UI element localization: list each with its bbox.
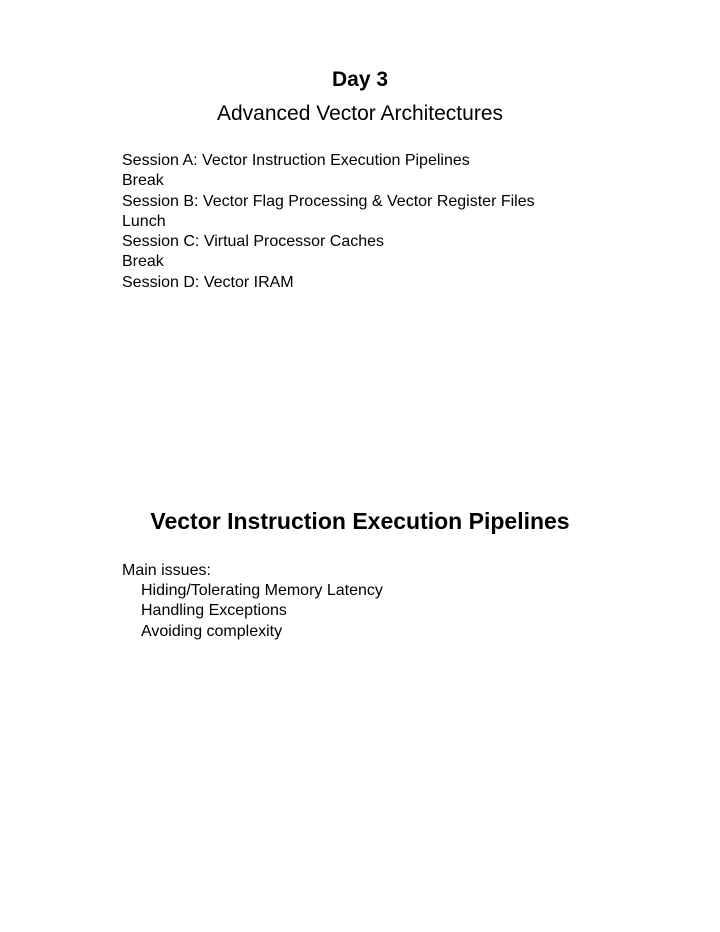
issues-label: Main issues:	[122, 562, 211, 579]
schedule-list	[122, 151, 535, 293]
schedule-item: Session C: Virtual Processor Caches	[122, 233, 385, 251]
section-title: Vector Instruction Execution Pipelines	[150, 508, 570, 534]
issues-list	[141, 581, 383, 642]
schedule-item: Break	[122, 253, 164, 271]
schedule-item: Session D: Vector IRAM	[122, 273, 294, 291]
schedule-item: Break	[122, 172, 164, 190]
schedule-item: Session A: Vector Instruction Execution Pipelines	[122, 152, 470, 169]
day-subtitle: Advanced Vector Architectures	[217, 102, 503, 125]
issue-item: Handling Exceptions	[141, 602, 287, 620]
issue-item: Avoiding complexity	[141, 622, 283, 640]
slide-pipelines	[0, 466, 720, 932]
issue-item: Hiding/Tolerating Memory Latency	[141, 582, 383, 599]
day-title: Day 3	[331, 68, 389, 91]
schedule-item: Lunch	[122, 212, 166, 230]
schedule-item: Session B: Vector Flag Processing & Vector Register Files	[122, 192, 535, 210]
